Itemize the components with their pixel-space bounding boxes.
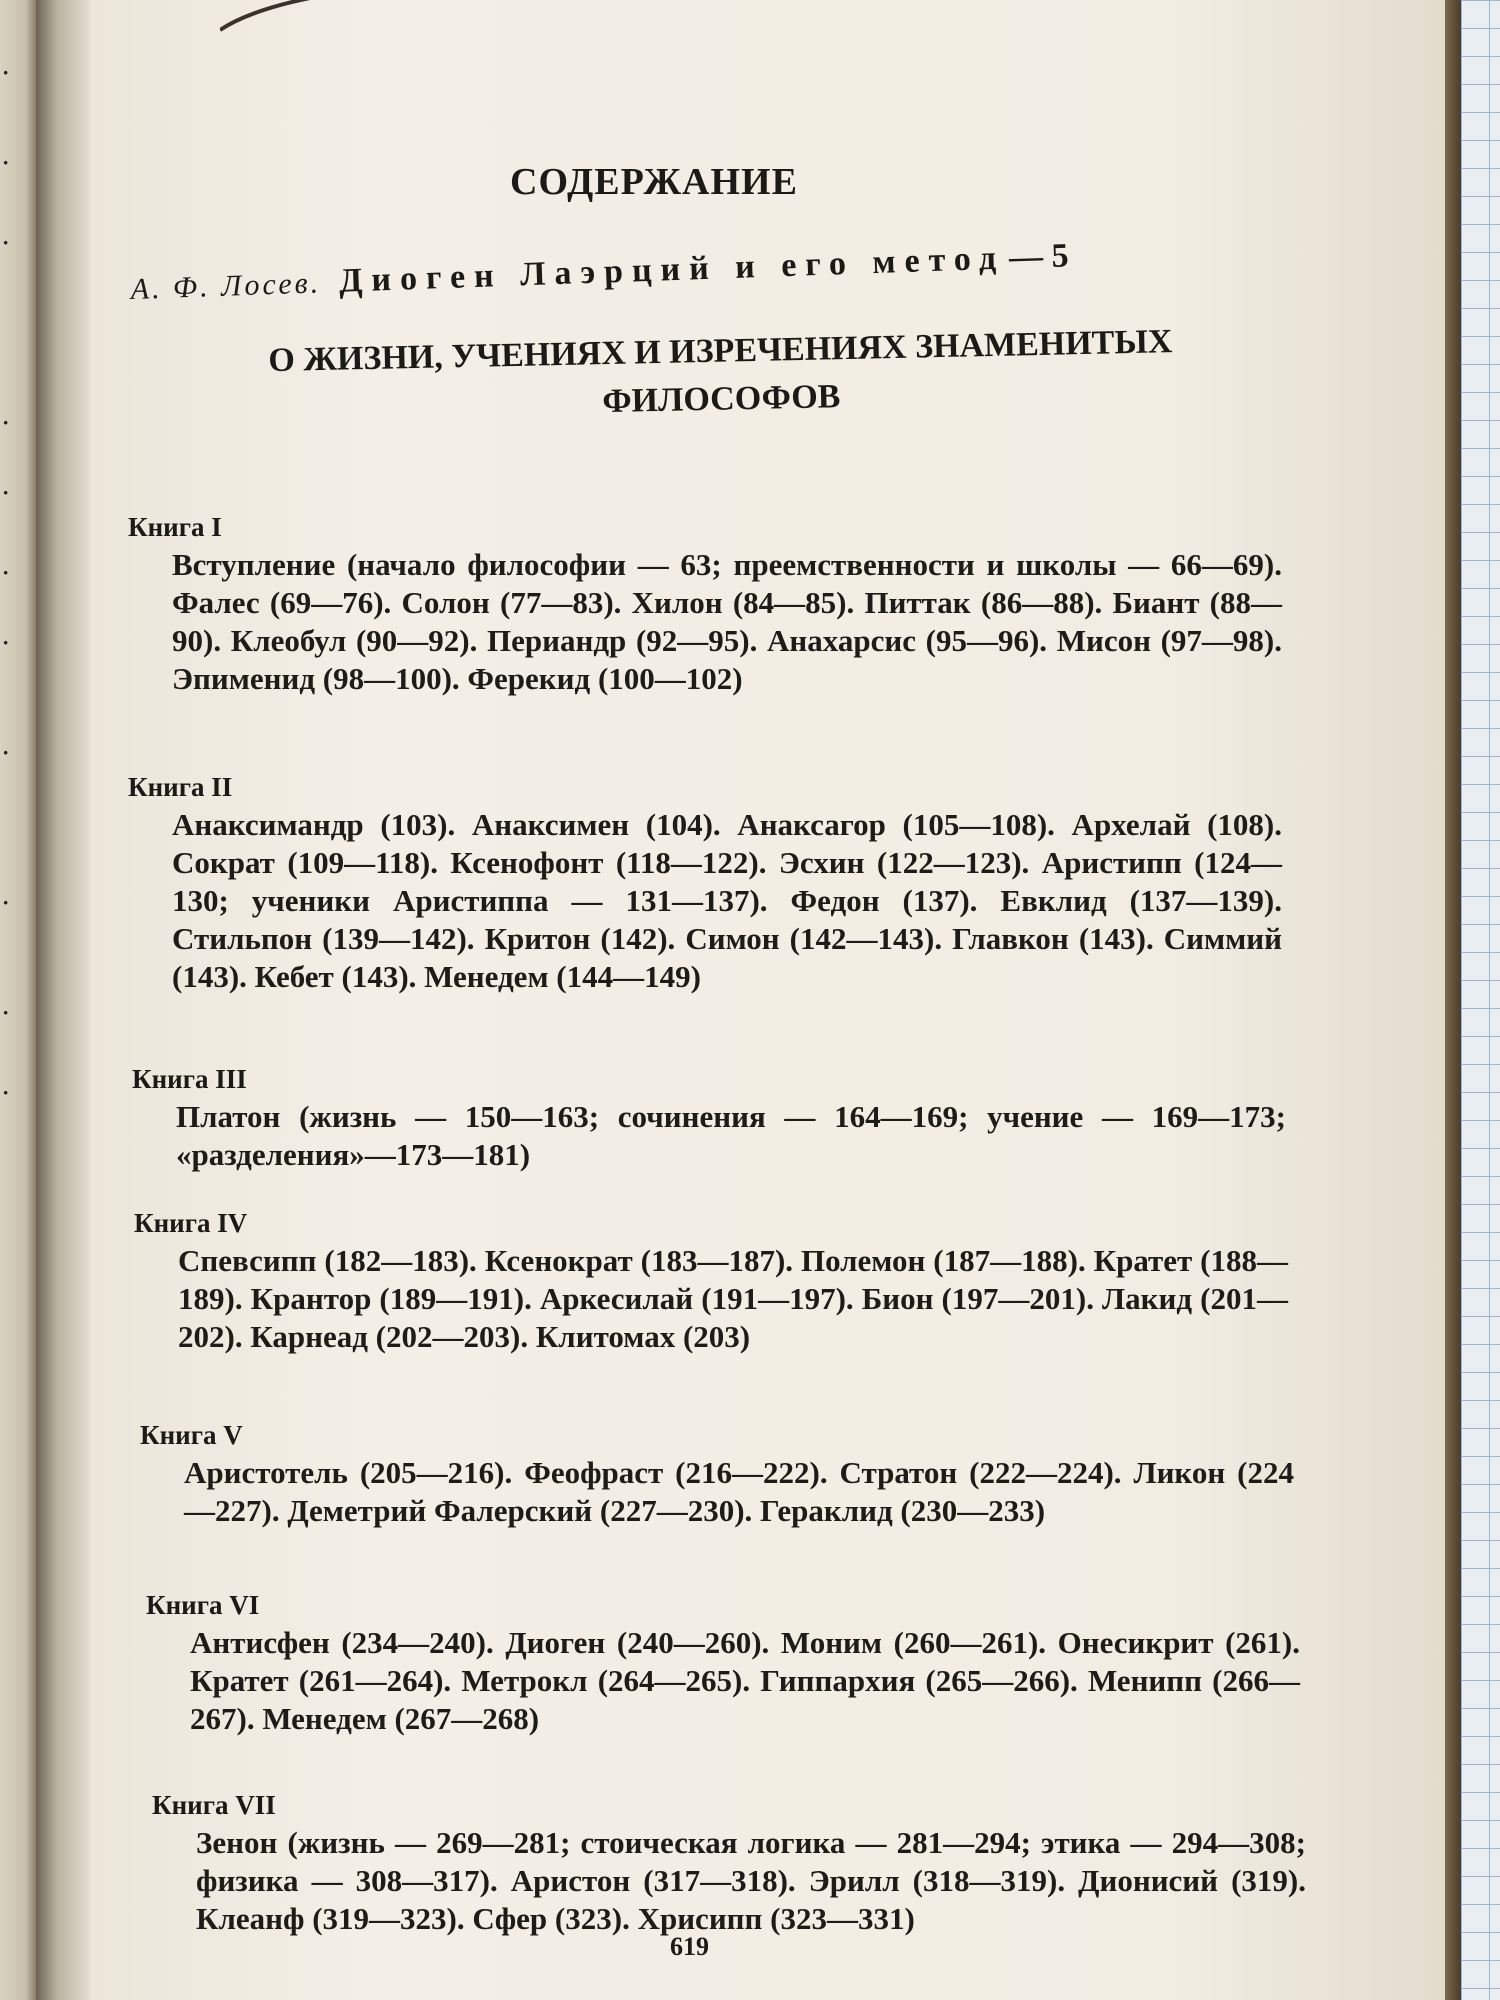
grid-paper-background <box>1461 0 1500 2000</box>
book-label: Книга VII <box>152 1790 276 1820</box>
essay-entry <box>130 227 1351 308</box>
book-label: Книга VI <box>146 1590 260 1620</box>
work-title <box>130 315 1312 436</box>
book-entries: Спевсипп (182—183). Ксенократ (183—187). Полемон (187—188). Кратет (188—189). Крантор (189—191). Аркесилай (191—197). Бион (197—201). Лакид (201—202). Карнеад (202—203). Клитомах (203) <box>178 1243 1288 1354</box>
essay-title: Диоген Лаэрций и его метод <box>338 239 1006 300</box>
essay-author: А. Ф. Лосев. <box>130 266 322 306</box>
book-entries: Платон (жизнь — 150—163; сочинения — 164—169; учение — 169—173; «разделения»—173—181) <box>176 1099 1286 1172</box>
book-gutter <box>36 0 96 2000</box>
book-cover-edge <box>1445 0 1461 2000</box>
work-title-line2: ФИЛОСОФОВ <box>602 378 841 421</box>
book-entries: Аристотель (205—216). Феофраст (216—222). Стратон (222—224). Ликон (224—227). Деметрий Фалерский (227—230). Гераклид (230—233) <box>184 1455 1294 1528</box>
book-entries: Анаксимандр (103). Анаксимен (104). Анаксагор (105—108). Архелай (108). Сократ (109—118). Ксенофонт (118—122). Эсхин (122—123). Аристипп (124—130; ученики Аристиппа — 131—137). Федон (137). Евклид (137—139). Стильпон (139—142). Критон (142). Симон (142—143). Главкон (143). Симмий (143). Кебет (143). Менедем (144—149) <box>172 807 1282 994</box>
book-label: Книга IV <box>134 1208 248 1238</box>
essay-page: — 5 <box>1008 237 1070 277</box>
work-title-line1: О ЖИЗНИ, УЧЕНИЯХ И ИЗРЕЧЕНИЯХ ЗНАМЕНИТЫХ <box>268 323 1173 380</box>
page-number: 619 <box>670 1932 709 1961</box>
book-entries: Антисфен (234—240). Диоген (240—260). Моним (260—261). Онесикрит (261). Кратет (261—264). Метрокл (264—265). Гиппархия (265—266). Менипп (266—267). Менедем (267—268) <box>190 1625 1300 1736</box>
book-label: Книга II <box>128 772 233 802</box>
table-of-contents <box>90 0 1445 2000</box>
book-label: Книга V <box>140 1420 243 1450</box>
left-page-cut-text: · · · · · · · · · · · <box>2 60 10 1105</box>
book-label: Книга I <box>128 512 222 542</box>
book-entries: Зенон (жизнь — 269—281; стоическая логика — 281—294; этика — 294—308; физика — 308—317). Аристон (317—318). Эрилл (318—319). Дионисий (319). Клеанф (319—323). Сфер (323). Хрисипп (323—331) <box>196 1825 1306 1936</box>
contents-heading: СОДЕРЖАНИЕ <box>510 161 798 203</box>
book-entries: Вступление (начало философии — 63; преемственности и школы — 66—69). Фалес (69—76). Солон (77—83). Хилон (84—85). Питтак (86—88). Биант (88—90). Клеобул (90—92). Периандр (92—95). Анахарсис (95—96). Мисон (97—98). Эпименид (98—100). Ферекид (100—102) <box>172 547 1282 696</box>
left-page-edge <box>0 0 36 2000</box>
book-label: Книга III <box>132 1064 247 1094</box>
